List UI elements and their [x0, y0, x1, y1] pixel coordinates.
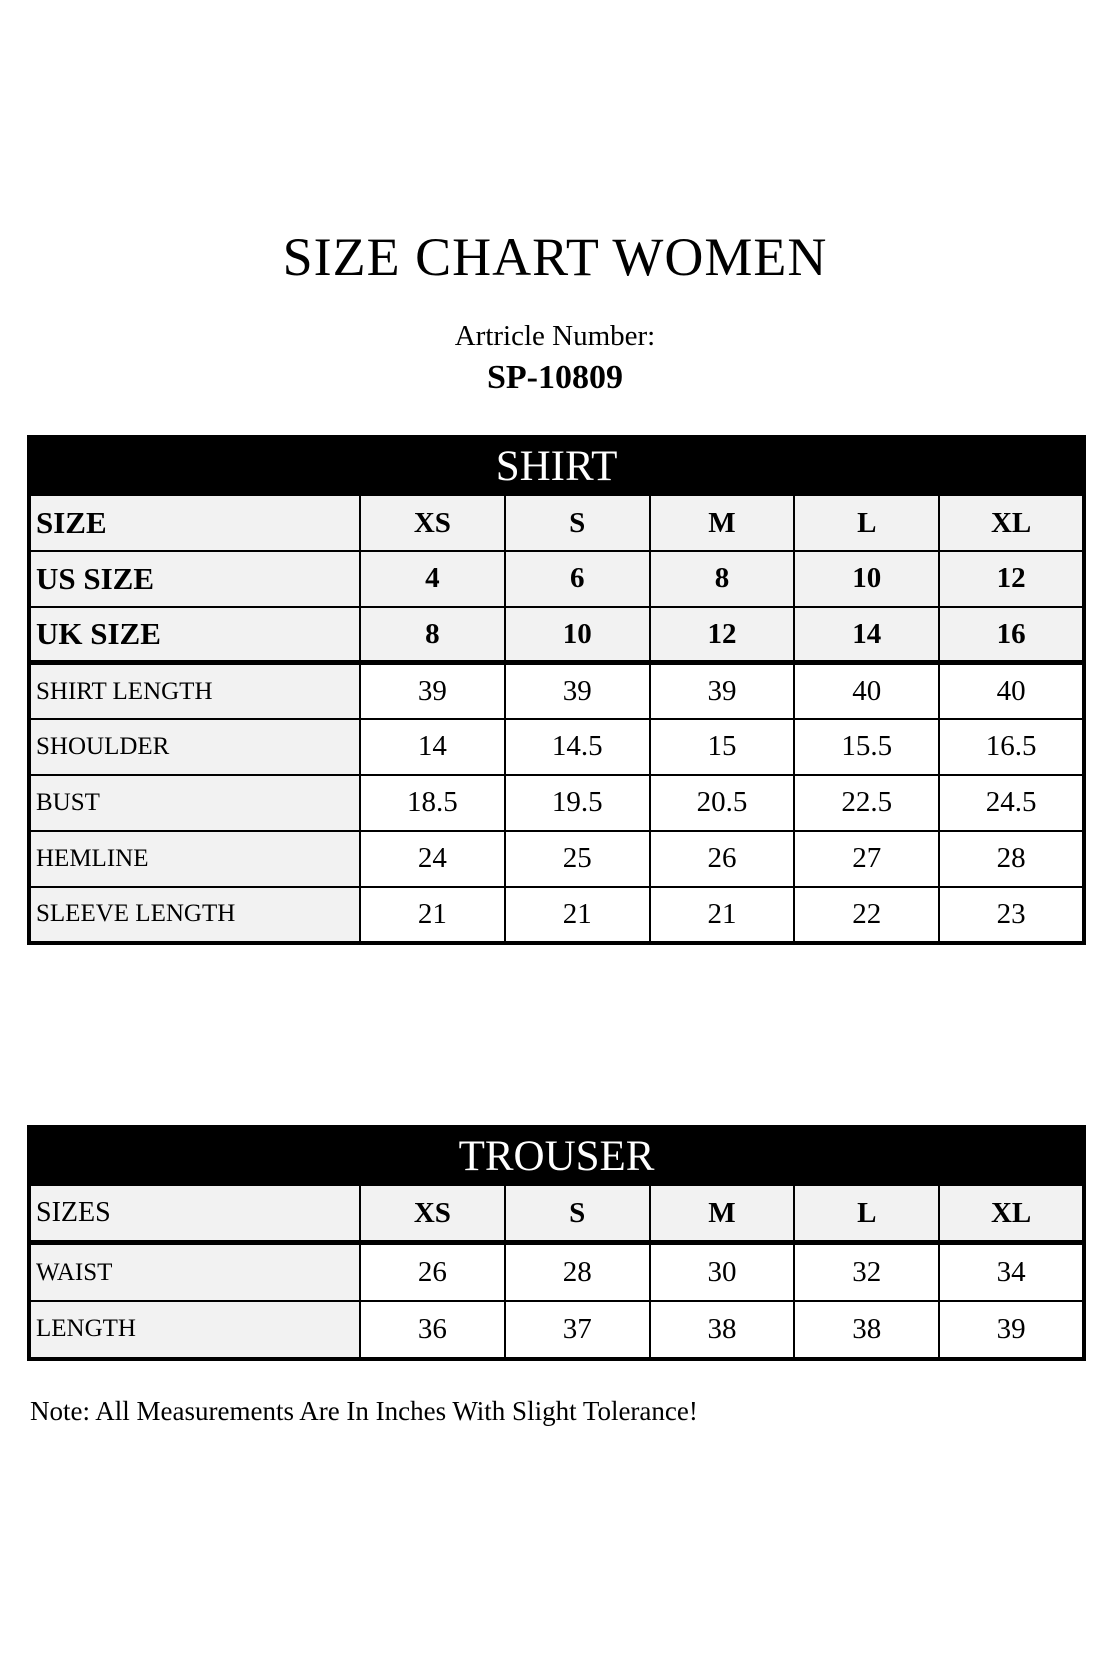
value-cell: 32 [794, 1243, 939, 1301]
row-label: SLEEVE LENGTH [29, 887, 360, 943]
value-cell: 40 [939, 663, 1084, 719]
row-label: SHIRT LENGTH [29, 663, 360, 719]
value-cell: 19.5 [505, 775, 650, 831]
value-cell: 23 [939, 887, 1084, 943]
value-cell: 10 [505, 607, 650, 663]
trouser-table-title: TROUSER [29, 1127, 1084, 1185]
value-cell: 14.5 [505, 719, 650, 775]
trouser-table-header-row [29, 1127, 1084, 1185]
article-number-value: SP-10809 [487, 359, 623, 397]
value-cell: 40 [794, 663, 939, 719]
value-cell: 30 [650, 1243, 795, 1301]
shirt-table-header-row [29, 437, 1084, 495]
row-label: US SIZE [29, 551, 360, 607]
table-row-sizes [29, 1185, 1084, 1243]
value-cell: 21 [505, 887, 650, 943]
value-cell: 18.5 [360, 775, 505, 831]
value-cell: 6 [505, 551, 650, 607]
value-cell: S [505, 1185, 650, 1243]
shirt-size-table [27, 435, 1086, 945]
value-cell: 14 [794, 607, 939, 663]
value-cell: L [794, 495, 939, 551]
value-cell: 12 [650, 607, 795, 663]
row-label: SHOULDER [29, 719, 360, 775]
value-cell: 38 [650, 1301, 795, 1359]
value-cell: 22 [794, 887, 939, 943]
value-cell: 27 [794, 831, 939, 887]
value-cell: 34 [939, 1243, 1084, 1301]
value-cell: XL [939, 1185, 1084, 1243]
value-cell: 28 [505, 1243, 650, 1301]
value-cell: 16 [939, 607, 1084, 663]
value-cell: S [505, 495, 650, 551]
value-cell: 25 [505, 831, 650, 887]
value-cell: XS [360, 495, 505, 551]
value-cell: 39 [505, 663, 650, 719]
table-row-shoulder [29, 719, 1084, 775]
value-cell: L [794, 1185, 939, 1243]
value-cell: 24.5 [939, 775, 1084, 831]
value-cell: 21 [360, 887, 505, 943]
value-cell: M [650, 1185, 795, 1243]
value-cell: 39 [360, 663, 505, 719]
table-row-length [29, 1301, 1084, 1359]
row-label: BUST [29, 775, 360, 831]
value-cell: 14 [360, 719, 505, 775]
value-cell: 15.5 [794, 719, 939, 775]
value-cell: 16.5 [939, 719, 1084, 775]
page-title: SIZE CHART WOMEN [282, 227, 828, 287]
table-row-bust [29, 775, 1084, 831]
row-label: HEMLINE [29, 831, 360, 887]
value-cell: 26 [360, 1243, 505, 1301]
article-number-label: Artricle Number: [454, 320, 656, 353]
value-cell: 36 [360, 1301, 505, 1359]
value-cell: 8 [650, 551, 795, 607]
value-cell: 38 [794, 1301, 939, 1359]
row-label: WAIST [29, 1243, 360, 1301]
table-row-shirt-length [29, 663, 1084, 719]
table-row-size [29, 495, 1084, 551]
table-row-sleeve-length [29, 887, 1084, 943]
value-cell: 28 [939, 831, 1084, 887]
value-cell: 8 [360, 607, 505, 663]
value-cell: 20.5 [650, 775, 795, 831]
value-cell: 4 [360, 551, 505, 607]
table-row-waist [29, 1243, 1084, 1301]
value-cell: 10 [794, 551, 939, 607]
value-cell: 22.5 [794, 775, 939, 831]
value-cell: XS [360, 1185, 505, 1243]
trouser-size-table [27, 1125, 1086, 1361]
row-label: UK SIZE [29, 607, 360, 663]
table-row-hemline [29, 831, 1084, 887]
value-cell: 39 [939, 1301, 1084, 1359]
value-cell: 12 [939, 551, 1084, 607]
row-label: LENGTH [29, 1301, 360, 1359]
table-row-us-size [29, 551, 1084, 607]
table-row-uk-size [29, 607, 1084, 663]
row-label: SIZES [29, 1185, 360, 1243]
shirt-table-title: SHIRT [29, 437, 1084, 495]
value-cell: M [650, 495, 795, 551]
value-cell: 15 [650, 719, 795, 775]
value-cell: 37 [505, 1301, 650, 1359]
value-cell: 24 [360, 831, 505, 887]
value-cell: 21 [650, 887, 795, 943]
measurements-note: Note: All Measurements Are In Inches With Slight Tolerance! [30, 1395, 698, 1426]
value-cell: 26 [650, 831, 795, 887]
value-cell: 39 [650, 663, 795, 719]
row-label: SIZE [29, 495, 360, 551]
value-cell: XL [939, 495, 1084, 551]
